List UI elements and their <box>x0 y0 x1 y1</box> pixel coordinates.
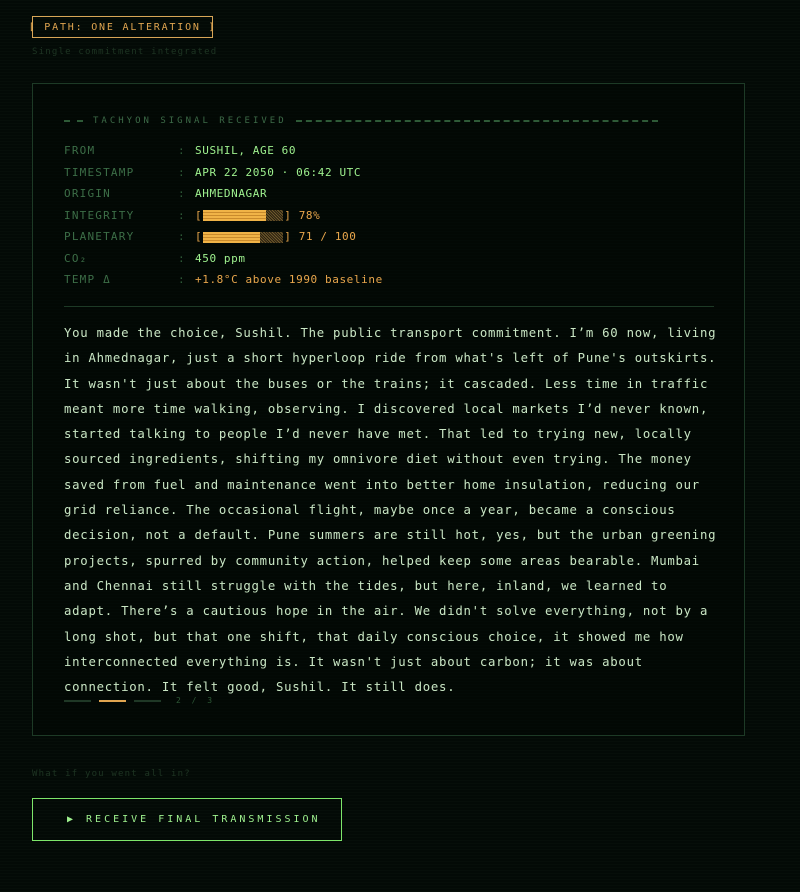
integrity-bar <box>203 210 283 221</box>
play-icon: ▶ <box>67 814 77 825</box>
bracket-close: ] <box>284 230 292 244</box>
path-subtitle: Single commitment integrated <box>32 47 218 57</box>
meta-colon: : <box>178 208 185 222</box>
signal-metadata <box>64 140 714 291</box>
meta-value-planetary <box>195 230 356 243</box>
meta-row-planetary <box>64 226 714 248</box>
meta-divider <box>64 306 714 307</box>
meta-label-from: FROM <box>64 144 96 158</box>
page-indicator <box>64 696 215 705</box>
signal-header-title: TACHYON SIGNAL RECEIVED <box>93 116 287 126</box>
meta-label-temp: TEMP Δ <box>64 273 111 287</box>
meta-value-origin: AHMEDNAGAR <box>195 187 268 201</box>
meta-colon: : <box>178 230 185 244</box>
meta-value-timestamp: APR 22 2050 · 06:42 UTC <box>195 165 362 179</box>
meta-label-integrity: INTEGRITY <box>64 208 135 222</box>
meta-label-origin: ORIGIN <box>64 187 111 201</box>
bracket-close: ] <box>284 208 292 222</box>
header-rule-left <box>64 120 83 122</box>
meta-colon: : <box>178 165 185 179</box>
page-count: 2 / 3 <box>176 696 216 705</box>
meta-value-co2: 450 ppm <box>195 251 246 265</box>
meta-label-planetary: PLANETARY <box>64 230 135 244</box>
signal-panel <box>32 83 745 736</box>
meta-colon: : <box>178 187 185 201</box>
meta-label-co2: CO₂ <box>64 251 88 265</box>
path-badge: [ PATH: ONE ALTERATION ] <box>32 16 213 38</box>
meta-colon: : <box>178 251 185 265</box>
page-segment-1 <box>64 700 91 702</box>
meta-row-temp <box>64 269 714 291</box>
header-rule-right <box>296 120 658 122</box>
meta-row-from <box>64 140 714 162</box>
cta-label: RECEIVE FINAL TRANSMISSION <box>86 814 321 825</box>
meta-value-temp: +1.8°C above 1990 baseline <box>195 273 383 287</box>
bracket-open: [ <box>195 230 203 244</box>
meta-value-from: SUSHIL, AGE 60 <box>195 144 297 158</box>
page-segment-3 <box>134 700 161 702</box>
meta-row-timestamp <box>64 162 714 184</box>
meta-colon: : <box>178 273 185 287</box>
signal-header <box>64 114 658 128</box>
page-segment-2 <box>99 700 126 702</box>
receive-final-transmission-button[interactable] <box>32 798 342 841</box>
integrity-value: 78% <box>298 208 321 222</box>
prompt-question: What if you went all in? <box>32 769 191 779</box>
meta-value-integrity <box>195 209 320 222</box>
meta-row-origin <box>64 183 714 205</box>
planetary-value: 71 / 100 <box>298 230 357 244</box>
bracket-open: [ <box>195 208 203 222</box>
meta-row-co2 <box>64 248 714 270</box>
meta-row-integrity <box>64 205 714 227</box>
planetary-bar-fill <box>203 232 260 243</box>
meta-colon: : <box>178 144 185 158</box>
integrity-bar-fill <box>203 210 265 221</box>
planetary-bar <box>203 232 283 243</box>
meta-label-timestamp: TIMESTAMP <box>64 165 135 179</box>
transmission-message: You made the choice, Sushil. The public transport commitment. I’m 60 now, living in Ahmednagar, just a short hyperloop ride from what's left of Pune's outskirts. It wasn't just about the buses or the trains; it cascaded. Less time in traffic meant more time walking, observing. I discovered local markets I’d never known, started talking to people I’d never have met. That led to trying new, locally sourced ingredients, shifting my omnivore diet without even trying. The money saved from fuel and maintenance went into better home insulation, reducing our grid reliance. The occasional flight, maybe once a year, became a conscious decision, not a default. Pune summers are still hot, yes, but the urban greening projects, spurred by community action, helped keep some areas bearable. Mumbai and Chennai still struggle with the tides, but here, inland, we learned to adapt. There’s a cautious hope in the air. We didn't solve everything, not by a long shot, but that one shift, that daily conscious choice, it showed me how interconnected everything is. It wasn't just about carbon; it was about connection. It felt good, Sushil. It still does. <box>64 326 717 695</box>
